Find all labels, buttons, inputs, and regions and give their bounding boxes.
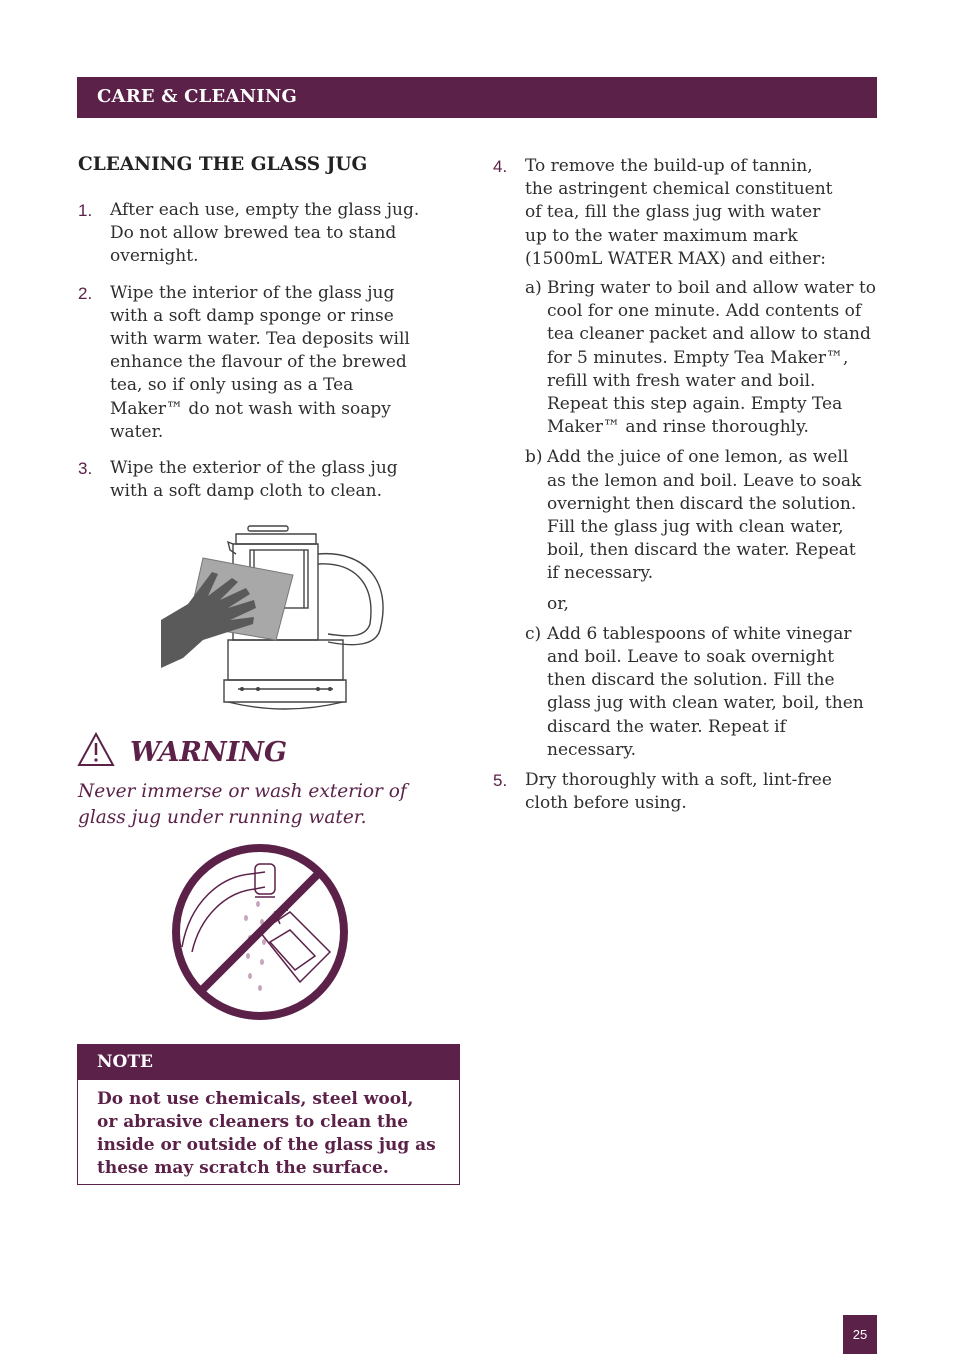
step-number: 1. bbox=[78, 201, 93, 220]
or-text: or, bbox=[547, 593, 569, 614]
step-number: 4. bbox=[493, 157, 508, 176]
step-item bbox=[78, 199, 423, 269]
option-item bbox=[525, 623, 878, 762]
step-number: 3. bbox=[78, 459, 93, 479]
step-text: Wipe the interior of the glass jug with a soft damp sponge or rinse with warm water. Tea deposits will enhance the flavour of the brewed tea, so if only using as a Tea Maker™ do not wash with soapy water. bbox=[110, 282, 410, 442]
step-number: 5. bbox=[493, 771, 508, 791]
step-item bbox=[78, 457, 423, 503]
page-number: 25 bbox=[843, 1315, 877, 1354]
section-header-bar bbox=[77, 77, 877, 118]
right-steps bbox=[493, 155, 878, 828]
warning-title: WARNING bbox=[130, 737, 288, 768]
option-text: Add 6 tablespoons of white vinegar and boil. Leave to soak overnight then discard the solution. Fill the glass jug with clean water, boil, then discard the water. Repeat if necessary. bbox=[547, 623, 864, 760]
step-item bbox=[493, 155, 878, 762]
step-item bbox=[493, 769, 878, 815]
option-letter: c) bbox=[525, 623, 542, 644]
step-text: Dry thoroughly with a soft, lint-free cloth before using. bbox=[525, 770, 832, 814]
option-text: Bring water to boil and allow water to cool for one minute. Add contents of tea cleaner packet and allow to stand for 5 minutes. Empty Tea Maker™, refill with fresh water and boil. Repeat this step again. Empty Tea Maker™ and rinse thoroughly. bbox=[547, 278, 877, 438]
step-number: 2. bbox=[78, 283, 93, 303]
step-item bbox=[78, 282, 423, 444]
warning-text: Never immerse or wash exterior of glass jug under running water. bbox=[78, 781, 407, 828]
note-box bbox=[77, 1044, 460, 1185]
step-text: After each use, empty the glass jug. Do not allow brewed tea to stand overnight. bbox=[110, 200, 420, 267]
section-header-title: CARE & CLEANING bbox=[97, 86, 298, 107]
note-text: Do not use chemicals, steel wool, or abrasive cleaners to clean the inside or outside of the glass jug as these may scratch the surface. bbox=[97, 1089, 436, 1178]
subsection-title: CLEANING THE GLASS JUG bbox=[78, 154, 368, 175]
option-text: Add the juice of one lemon, as well as the lemon and boil. Leave to soak overnight then discard the solution. Fill the glass jug with clean water, boil, then discard the water. Repeat if necessary. bbox=[547, 447, 862, 584]
wiping-jug-illustration bbox=[158, 520, 393, 720]
step-text: To remove the build-up of tannin, the astringent chemical constituent of tea, fill the glass jug with water up to the water maximum mark (1500mL WATER MAX) and either: bbox=[525, 156, 833, 269]
no-running-water-illustration bbox=[170, 842, 350, 1022]
option-letter: b) bbox=[525, 447, 543, 468]
option-letter: a) bbox=[525, 278, 542, 299]
warning-triangle-icon bbox=[77, 732, 115, 768]
option-item bbox=[525, 446, 878, 585]
left-steps bbox=[78, 199, 423, 516]
option-item bbox=[525, 277, 878, 439]
note-title: NOTE bbox=[78, 1045, 459, 1080]
step-text: Wipe the exterior of the glass jug with a soft damp cloth to clean. bbox=[110, 458, 398, 502]
